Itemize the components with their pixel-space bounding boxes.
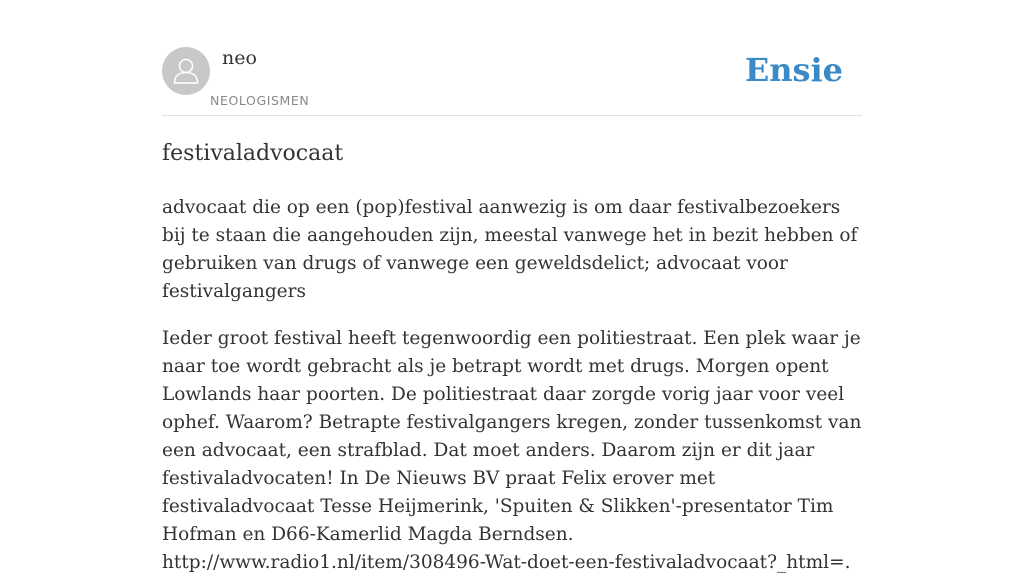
entry-title: festivaladvocaat [162,141,344,166]
entry-header [162,46,862,116]
username-link[interactable]: neo [222,47,257,69]
user-placeholder-icon [162,47,210,95]
section-label[interactable]: NEOLOGISMEN [210,93,310,108]
entry-content [162,139,862,577]
brand-logo[interactable]: Ensie [744,51,843,89]
entry-example: Ieder groot festival heeft tegenwoordig een politiestraat. Een plek waar je naar toe wordt gebracht als je betrapt wordt met drugs. Morgen opent Lowlands haar poorten. De politiestraat daar zorgde vorig jaar voor veel ophef. Waarom? Betrapte festivalgangers kregen, zonder tussenkomst van een advocaat, een strafblad. Dat moet anders. Daarom zijn er dit jaar festivaladvocaten! In De Nieuws BV praat Felix erover met festivaladvocaat Tesse Heijmerink, 'Spuiten & Slikken'-presentator Tim Hofman en D66-Kamerlid Magda Berndsen. http://www.radio1.nl/item/308496-Wat-doet-een-festivaladvocaat?_html=. [162,328,862,573]
header-divider [162,115,862,116]
entry-definition: advocaat die op een (pop)festival aanwezig is om daar festivalbezoekers bij te staan die aangehouden zijn, meestal vanwege het in bezit hebben of gebruiken van drugs of vanwege een geweldsdelict; advocaat voor festivalgangers [162,197,858,302]
avatar[interactable] [162,47,210,95]
